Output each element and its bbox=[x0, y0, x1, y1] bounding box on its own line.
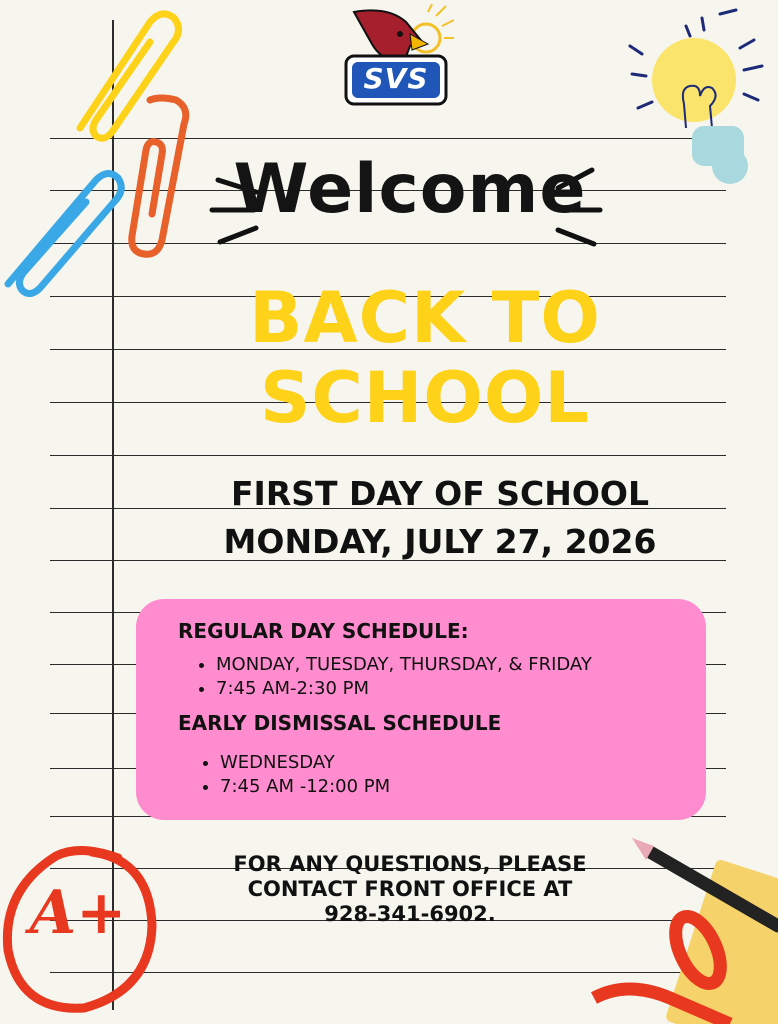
contact-line-2: CONTACT FRONT OFFICE AT bbox=[247, 877, 573, 901]
contact-line-1: FOR ANY QUESTIONS, PLEASE bbox=[233, 852, 587, 876]
early-dismissal-list bbox=[198, 751, 390, 799]
paperclip-icon bbox=[0, 0, 200, 310]
regular-schedule-heading: REGULAR DAY SCHEDULE: bbox=[178, 619, 469, 643]
lightbulb-icon bbox=[620, 8, 770, 188]
regular-schedule-list bbox=[194, 653, 592, 701]
list-item: • MONDAY, TUESDAY, THURSDAY, & FRIDAY bbox=[216, 653, 592, 677]
back-to-school-heading bbox=[120, 278, 730, 438]
first-day-block bbox=[150, 470, 730, 566]
schedule-panel bbox=[136, 599, 706, 820]
back-to-line: BACK TO bbox=[249, 277, 601, 359]
notebook-rule bbox=[50, 455, 726, 456]
school-line: SCHOOL bbox=[260, 357, 590, 439]
grade-mark: A+ bbox=[29, 878, 127, 948]
stationery-decoration bbox=[580, 830, 778, 1024]
first-day-date: MONDAY, JULY 27, 2026 bbox=[223, 522, 657, 561]
list-item: • WEDNESDAY bbox=[220, 751, 390, 775]
welcome-heading: Welcome bbox=[233, 150, 587, 229]
list-item: • 7:45 AM -12:00 PM bbox=[220, 775, 390, 799]
contact-block bbox=[180, 852, 640, 927]
early-dismissal-heading: EARLY DISMISSAL SCHEDULE bbox=[178, 711, 502, 735]
contact-phone: 928-341-6902. bbox=[324, 902, 496, 926]
school-logo-text: SVS bbox=[363, 62, 429, 95]
first-day-label: FIRST DAY OF SCHOOL bbox=[231, 474, 649, 513]
list-item: • 7:45 AM-2:30 PM bbox=[216, 677, 592, 701]
